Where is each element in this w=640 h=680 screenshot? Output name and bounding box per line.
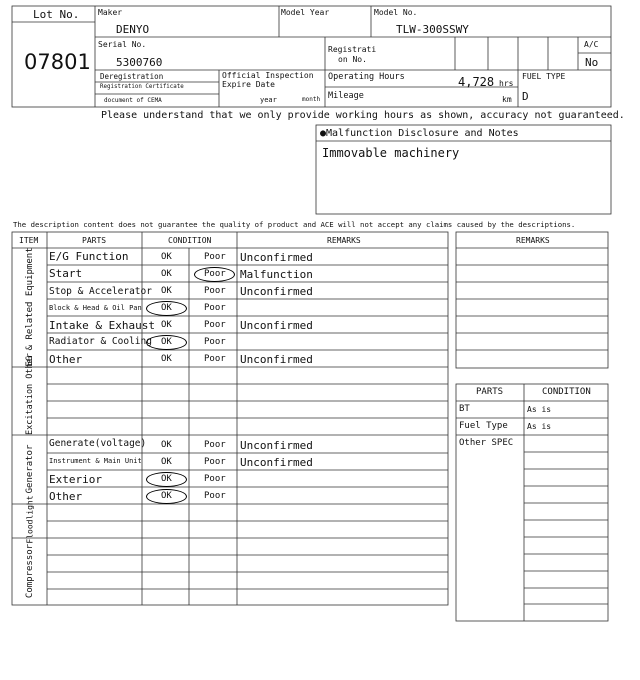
remark-instrument-main-unit: Unconfirmed xyxy=(240,456,313,469)
part-instrument-main-unit: Instrument & Main Unit xyxy=(49,457,142,465)
poor-eg-function: Poor xyxy=(204,252,226,262)
part-generate-voltage: Generate(voltage) xyxy=(49,438,147,449)
deregistration-label: Deregistration xyxy=(100,72,164,81)
remark-eg-function: Unconfirmed xyxy=(240,251,313,264)
circle-mark-exterior-ok xyxy=(146,472,187,487)
fuel-type-label: FUEL TYPE xyxy=(522,72,566,81)
remark-generate-voltage: Unconfirmed xyxy=(240,439,313,452)
ok-stop-accelerator: OK xyxy=(161,286,172,296)
section-compressor: Compressor xyxy=(25,543,35,599)
circle-mark-block-ok xyxy=(146,301,187,316)
ok-instrument-main-unit: OK xyxy=(161,457,172,467)
right-parts-header: PARTS xyxy=(476,387,504,397)
remarks-right-header: REMARKS xyxy=(516,236,550,245)
inspection-label-2: Expire Date xyxy=(222,80,275,89)
part-stop-accelerator: Stop & Accelerator xyxy=(49,286,152,297)
malfunction-text: Immovable machinery xyxy=(322,146,460,160)
part-intake-exhaust: Intake & Exhaust xyxy=(49,319,155,332)
working-hours-notice: Please understand that we only provide working hours as shown, accuracy not guaranteed. xyxy=(101,110,625,121)
malfunction-title: ●Malfunction Disclosure and Notes xyxy=(320,128,519,139)
circle-mark-radiator-ok xyxy=(146,335,187,350)
operating-hours-label: Operating Hours xyxy=(328,72,405,82)
serial-label: Serial No. xyxy=(98,40,147,49)
right-part-other-spec: Other SPEC xyxy=(459,438,514,448)
registration-label-1: Registrati xyxy=(328,45,377,54)
poor-instrument-main-unit: Poor xyxy=(204,457,226,467)
cema-document-label: document of CEMA xyxy=(104,97,162,104)
hrs-unit: hrs xyxy=(499,79,514,88)
ac-value: No xyxy=(585,56,599,69)
part-eg-function: E/G Function xyxy=(49,250,129,263)
poor-generate-voltage: Poor xyxy=(204,440,226,450)
circle-mark-other-ok xyxy=(146,489,187,504)
part-other-eg: Other xyxy=(49,353,83,366)
right-part-fuel-type: Fuel Type xyxy=(459,421,508,431)
ac-label: A/C xyxy=(584,40,599,49)
fuel-type-value: D xyxy=(522,90,529,103)
maker-label: Maker xyxy=(98,8,123,17)
model-no-label: Model No. xyxy=(374,8,418,17)
part-other-generator: Other xyxy=(49,490,83,503)
ok-eg-function: OK xyxy=(161,252,172,262)
mileage-label: Mileage xyxy=(328,91,364,101)
remark-other-eg: Unconfirmed xyxy=(240,353,313,366)
poor-exterior: Poor xyxy=(204,474,226,484)
km-unit: km xyxy=(502,95,512,104)
ok-other-eg: OK xyxy=(161,354,172,364)
ok-intake-exhaust: OK xyxy=(161,320,172,330)
poor-other-eg: Poor xyxy=(204,354,226,364)
remark-start: Malfunction xyxy=(240,268,313,281)
parts-header: PARTS xyxy=(82,236,107,245)
registration-certificate-label: Registration Certificate xyxy=(100,84,184,90)
section-floodlight: Floodlight xyxy=(25,495,35,544)
part-block-head-oil-pan: Block & Head & Oil Pan xyxy=(49,304,142,312)
ok-other-generator: OK xyxy=(161,491,172,501)
inspection-label-1: Official Inspection xyxy=(222,71,314,80)
model-year-label: Model Year xyxy=(281,8,330,17)
registration-label-2: on No. xyxy=(338,55,367,64)
section-excitation-other: Excitation Other xyxy=(25,353,35,435)
right-part-bt: BT xyxy=(459,404,470,414)
section-generator: Generator xyxy=(25,444,35,494)
disclaimer: The description content does not guarantee the quality of product and ACE will not accept any claims caused by the descriptions. xyxy=(13,220,576,229)
year-label: year xyxy=(260,96,277,104)
ok-exterior: OK xyxy=(161,474,172,484)
part-radiator-cooling: Radiator & Cooling xyxy=(49,336,152,347)
ok-generate-voltage: OK xyxy=(161,440,172,450)
serial-value: 5300760 xyxy=(116,56,163,69)
lot-label: Lot No. xyxy=(33,8,80,21)
circle-mark-start-poor xyxy=(194,267,235,282)
maker-value: DENYO xyxy=(116,23,150,36)
item-header: ITEM xyxy=(19,236,39,245)
remark-intake-exhaust: Unconfirmed xyxy=(240,319,313,332)
poor-radiator-cooling: Poor xyxy=(204,337,226,347)
remark-stop-accelerator: Unconfirmed xyxy=(240,285,313,298)
ok-start: OK xyxy=(161,269,172,279)
right-condition-fuel-type: As is xyxy=(527,422,552,431)
right-condition-header: CONDITION xyxy=(542,387,591,397)
poor-stop-accelerator: Poor xyxy=(204,286,226,296)
month-label: month xyxy=(302,96,321,103)
ok-radiator-cooling: OK xyxy=(161,337,172,347)
remarks-header: REMARKS xyxy=(327,236,361,245)
part-exterior: Exterior xyxy=(49,473,102,486)
lot-number: 07801 xyxy=(24,50,91,74)
operating-hours-value: 4,728 xyxy=(458,75,495,89)
poor-other-generator: Poor xyxy=(204,491,226,501)
poor-block-head-oil-pan: Poor xyxy=(204,303,226,313)
model-no-value: TLW-300SSWY xyxy=(396,23,469,36)
poor-intake-exhaust: Poor xyxy=(204,320,226,330)
part-start: Start xyxy=(49,267,83,280)
right-condition-bt: As is xyxy=(527,405,552,414)
condition-header: CONDITION xyxy=(168,236,212,245)
section-eg-related-equipment: EG & Related Equipment xyxy=(25,247,35,367)
poor-start: Poor xyxy=(204,269,226,279)
ok-block-head-oil-pan: OK xyxy=(161,303,172,313)
